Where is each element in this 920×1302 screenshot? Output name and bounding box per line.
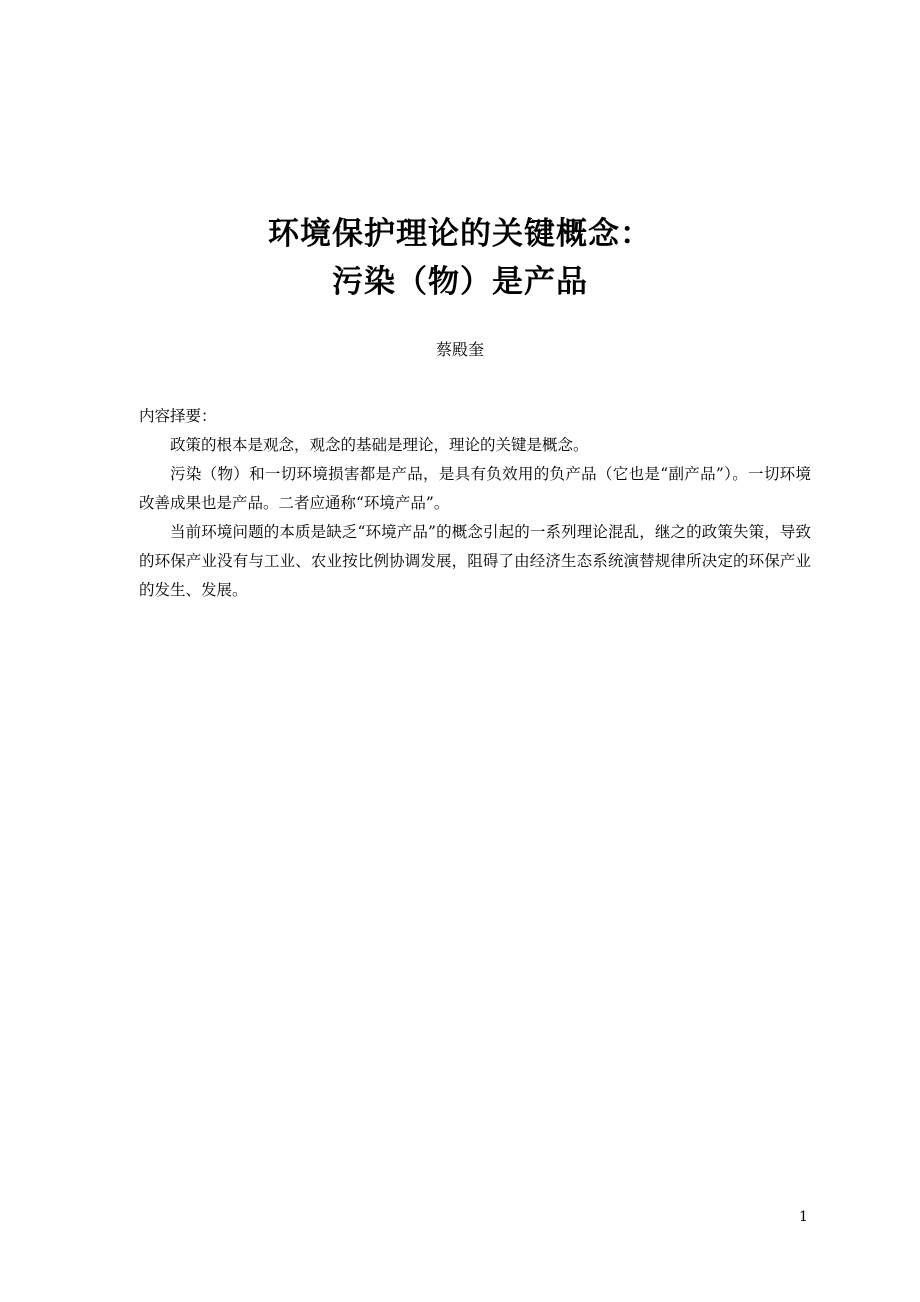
abstract-paragraph: 污染（物）和一切环境损害都是产品，是具有负效用的负产品（它也是“副产品”）。一切环境改善成果也是产品。二者应通称“环境产品”。 xyxy=(139,465,811,512)
document-title-line-2: 污染（物）是产品 xyxy=(332,264,588,300)
author-name: 蔡殿奎 xyxy=(435,340,484,359)
abstract-paragraph: 当前环境问题的本质是缺乏“环境产品”的概念引起的一系列理论混乱，继之的政策失策，导致的环保产业没有与工业、农业按比例协调发展，阻碍了由经济生态系统演替规律所决定的环保产业的发生、发展。 xyxy=(139,523,811,599)
abstract-label: 内容择要： xyxy=(139,407,217,425)
abstract-section xyxy=(139,402,811,605)
title-block xyxy=(0,210,920,306)
document-title-line-1: 环境保护理论的关键概念： xyxy=(268,216,652,252)
page-number: 1 xyxy=(799,1209,808,1225)
abstract-paragraph: 政策的根本是观念，观念的基础是理论，理论的关键是概念。 xyxy=(170,436,589,454)
